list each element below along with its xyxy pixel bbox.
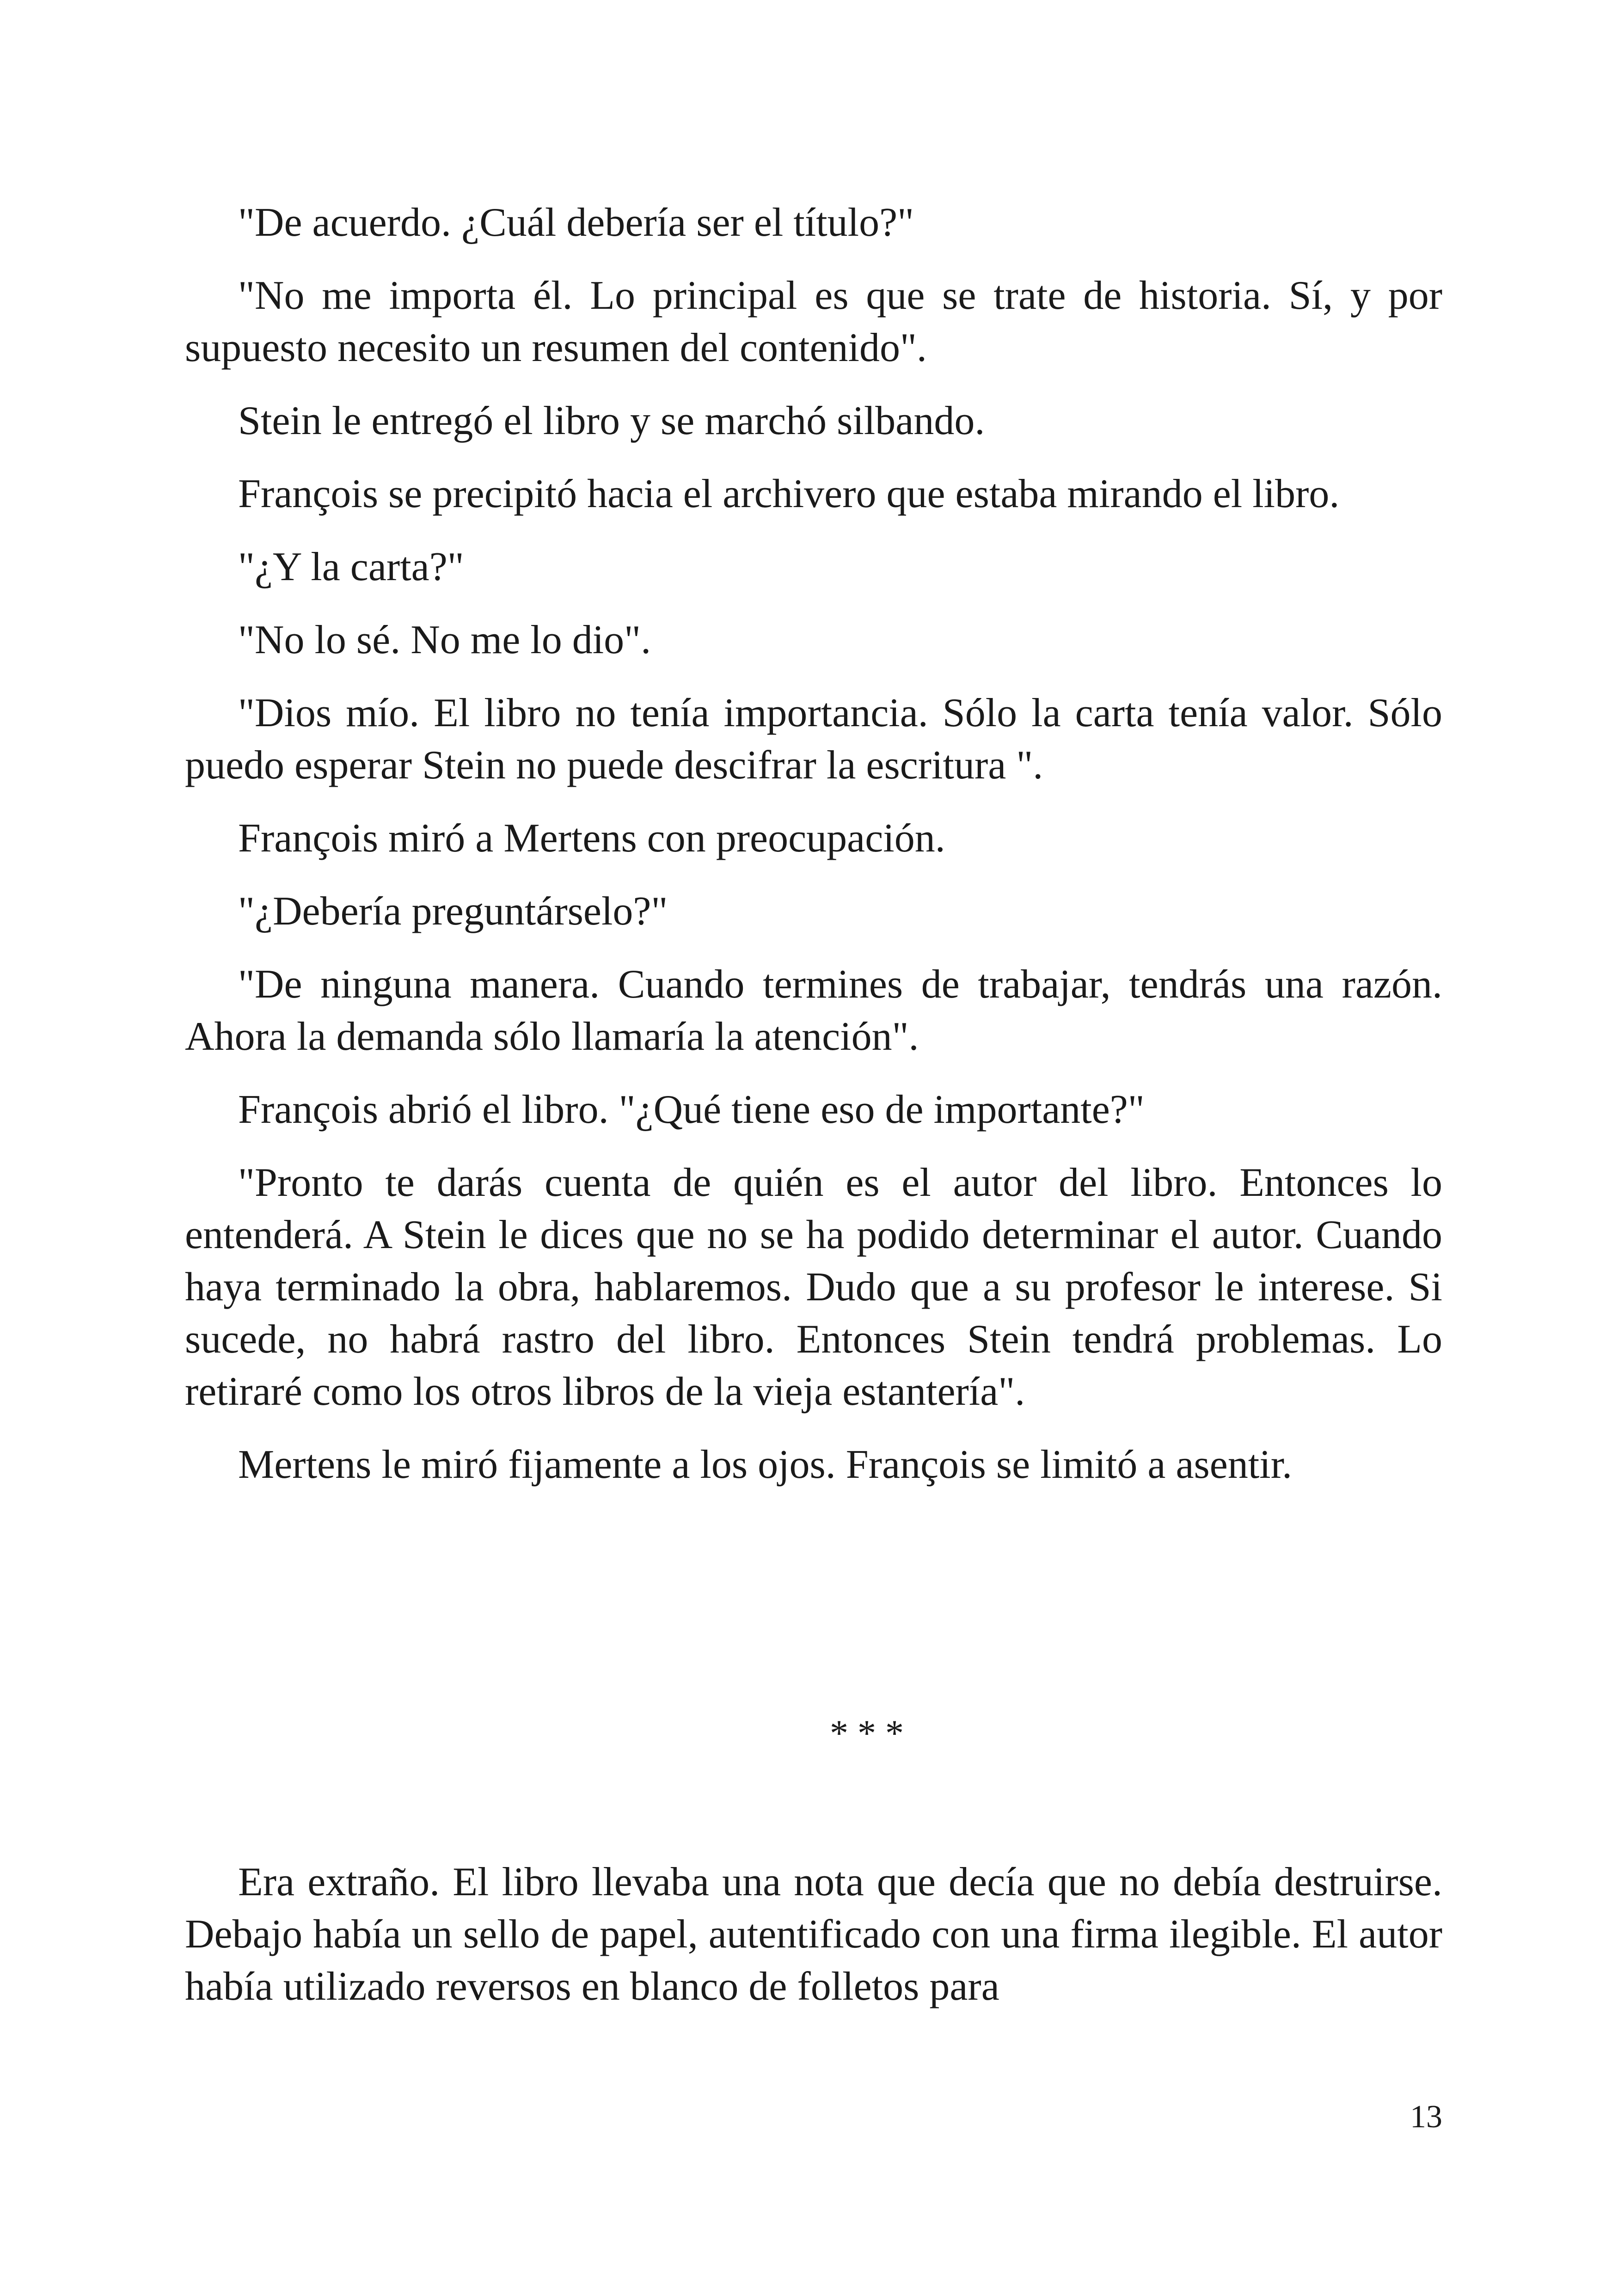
paragraph: Era extraño. El libro llevaba una nota que decía que no debía destruirse. Debajo había un sello de papel, autentificado con una firma ilegible. El autor había utilizado reversos en blanco de folletos para [185, 1860, 1442, 2009]
paragraph: "Pronto te darás cuenta de quién es el autor del libro. Entonces lo entenderá. A Stein le dices que no se ha podido determinar el autor. Cuando haya terminado la obra, hablaremos. Dudo que a su profesor le interese. Si sucede, no habrá rastro del libro. Entonces Stein tendrá problemas. Lo retiraré como los otros libros de la vieja estantería". [185, 1160, 1442, 1414]
paragraph: "De ninguna manera. Cuando termines de trabajar, tendrás una razón. Ahora la demanda sólo llamaría la atención". [185, 962, 1442, 1059]
paragraph: François se precipitó hacia el archivero que estaba mirando el libro. [238, 471, 1340, 516]
section-separator: * * * [830, 1713, 904, 1754]
paragraph: "¿Y la carta?" [238, 545, 464, 589]
paragraph: "No me importa él. Lo principal es que se trate de historia. Sí, y por supuesto necesito un resumen del contenido". [185, 273, 1442, 370]
paragraph: François abrió el libro. "¿Qué tiene eso de importante?" [238, 1087, 1145, 1132]
paragraph: Stein le entregó el libro y se marchó silbando. [238, 398, 985, 443]
body-text [185, 196, 1442, 1491]
closing-text [185, 1856, 1442, 2013]
paragraph: Mertens le miró fijamente a los ojos. François se limitó a asentir. [238, 1442, 1293, 1487]
page-number: 13 [1410, 2099, 1442, 2135]
paragraph: "Dios mío. El libro no tenía importancia. Sólo la carta tenía valor. Sólo puedo esperar Stein no puede descifrar la escritura ". [185, 691, 1442, 788]
paragraph: François miró a Mertens con preocupación. [238, 816, 945, 861]
paragraph: "No lo sé. No me lo dio". [238, 618, 651, 662]
paragraph: "De acuerdo. ¿Cuál debería ser el título?" [238, 200, 914, 245]
paragraph: "¿Debería preguntárselo?" [238, 889, 668, 934]
